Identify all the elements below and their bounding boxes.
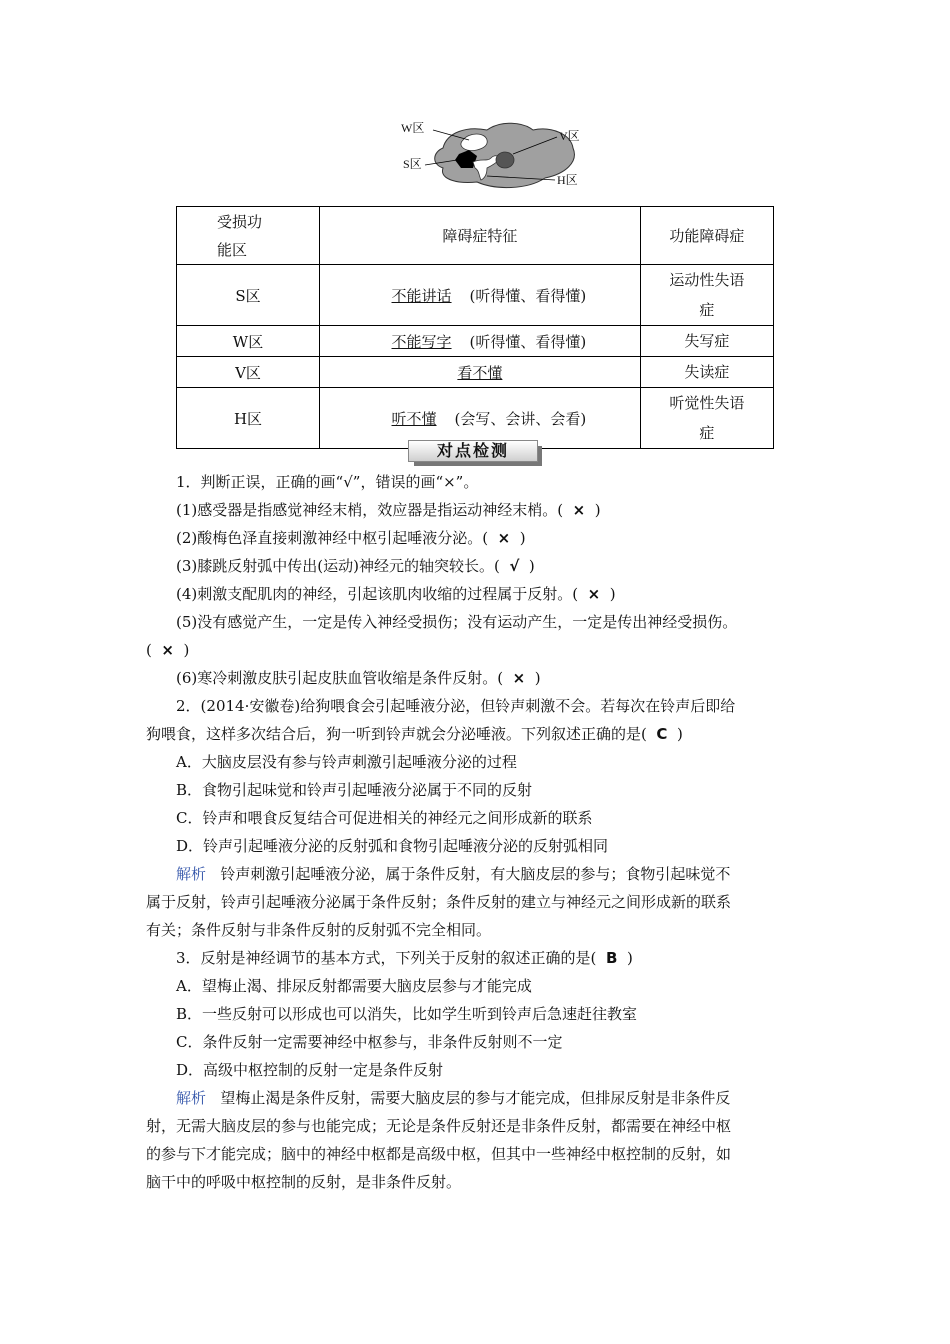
questions <box>146 468 808 1196</box>
v-area-label: V区 <box>559 129 580 143</box>
analysis-label: 解析 <box>176 1089 207 1107</box>
q2-analysis-line: 有关；条件反射与非条件反射的反射弧不完全相同。 <box>146 921 492 939</box>
q1-item: (4)刺激支配肌肉的神经，引起该肌肉收缩的过程属于反射。( × ) <box>176 585 616 603</box>
q3-option: A．望梅止渴、排尿反射都需要大脑皮层参与才能完成 <box>176 977 532 995</box>
q1-item: (5)没有感觉产生，一定是传入神经受损伤；没有运动产生，一定是传出神经受损伤。 <box>176 613 738 631</box>
q3-analysis-line: 脑干中的呼吸中枢控制的反射，是非条件反射。 <box>146 1173 462 1191</box>
disorder-cell: 失读症 <box>640 357 773 388</box>
area-cell: S区 <box>177 265 320 326</box>
q1-item: (3)膝跳反射弧中传出(运动)神经元的轴突较长。( √ ) <box>176 557 535 575</box>
h-area-label: H区 <box>557 173 578 187</box>
table-header-row <box>177 207 774 265</box>
disorder-cell: 失写症 <box>640 326 773 357</box>
s-area-label: S区 <box>403 157 422 171</box>
feature-cell: 看不懂 <box>320 357 641 388</box>
brain-language-areas-diagram <box>395 118 595 200</box>
w-area-label: W区 <box>401 121 425 135</box>
area-cell: W区 <box>177 326 320 357</box>
table-row <box>177 265 774 326</box>
table-row <box>177 357 774 388</box>
q1-stem: 1．判断正误，正确的画“√”，错误的画“×”。 <box>176 473 479 491</box>
q3-analysis-line: 射，无需大脑皮层的参与也能完成；无论是条件反射还是非条件反射，都需要在神经中枢 <box>146 1117 732 1135</box>
q1-item-continued: ( × ) <box>146 641 190 659</box>
q3-option: C．条件反射一定需要神经中枢参与，非条件反射则不一定 <box>176 1033 563 1051</box>
q2-analysis-line: 属于反射，铃声引起唾液分泌属于条件反射；条件反射的建立与神经元之间形成新的联系 <box>146 893 732 911</box>
feature-cell: 不能讲话 (听得懂、看得懂) <box>320 265 641 326</box>
analysis-label: 解析 <box>176 865 207 883</box>
q2-option: D．铃声引起唾液分泌的反射弧和食物引起唾液分泌的反射弧相同 <box>176 837 609 855</box>
feature-cell: 听不懂 (会写、会讲、会看) <box>320 388 641 449</box>
language-area-table <box>176 206 774 449</box>
v-area <box>496 152 514 168</box>
q3-option: B．一些反射可以形成也可以消失，比如学生听到铃声后急速赶往教室 <box>176 1005 638 1023</box>
q2-analysis: 解析 铃声刺激引起唾液分泌，属于条件反射，有大脑皮层的参与；食物引起味觉不 <box>176 865 731 883</box>
feature-cell: 不能写字 (听得懂、看得懂) <box>320 326 641 357</box>
header-disorder: 功能障碍症 <box>640 207 773 265</box>
q3-option: D．高级中枢控制的反射一定是条件反射 <box>176 1061 444 1079</box>
q3-stem: 3．反射是神经调节的基本方式，下列关于反射的叙述正确的是( B ) <box>176 949 633 967</box>
q2-stem-continued: 狗喂食，这样多次结合后，狗一听到铃声就会分泌唾液。下列叙述正确的是( C ) <box>146 725 683 743</box>
q3-analysis-line: 的参与下才能完成；脑中的神经中枢都是高级中枢，但其中一些神经中枢控制的反射，如 <box>146 1145 732 1163</box>
header-feature: 障碍症特征 <box>320 207 641 265</box>
q2-option: A．大脑皮层没有参与铃声刺激引起唾液分泌的过程 <box>176 753 517 771</box>
section-title: 对点检测 <box>408 440 538 462</box>
brain-svg <box>395 118 595 200</box>
q1-item: (1)感受器是指感觉神经末梢，效应器是指运动神经末梢。( × ) <box>176 501 601 519</box>
table-row <box>177 326 774 357</box>
q1-item: (2)酸梅色泽直接刺激神经中枢引起唾液分泌。( × ) <box>176 529 526 547</box>
q3-analysis: 解析 望梅止渴是条件反射，需要大脑皮层的参与才能完成，但排尿反射是非条件反 <box>176 1089 731 1107</box>
disorder-cell: 运动性失语 症 <box>640 265 773 326</box>
disorder-cell: 听觉性失语 症 <box>640 388 773 449</box>
section-title-badge <box>408 440 542 462</box>
q1-item: (6)寒冷刺激皮肤引起皮肤血管收缩是条件反射。( × ) <box>176 669 541 687</box>
q2-option: C．铃声和喂食反复结合可促进相关的神经元之间形成新的联系 <box>176 809 593 827</box>
header-area: 受损功 能区 <box>177 207 320 265</box>
q2-stem: 2．(2014·安徽卷)给狗喂食会引起唾液分泌，但铃声刺激不会。若每次在铃声后即给 <box>176 697 736 715</box>
area-cell: H区 <box>177 388 320 449</box>
q2-option: B．食物引起味觉和铃声引起唾液分泌属于不同的反射 <box>176 781 533 799</box>
area-cell: V区 <box>177 357 320 388</box>
